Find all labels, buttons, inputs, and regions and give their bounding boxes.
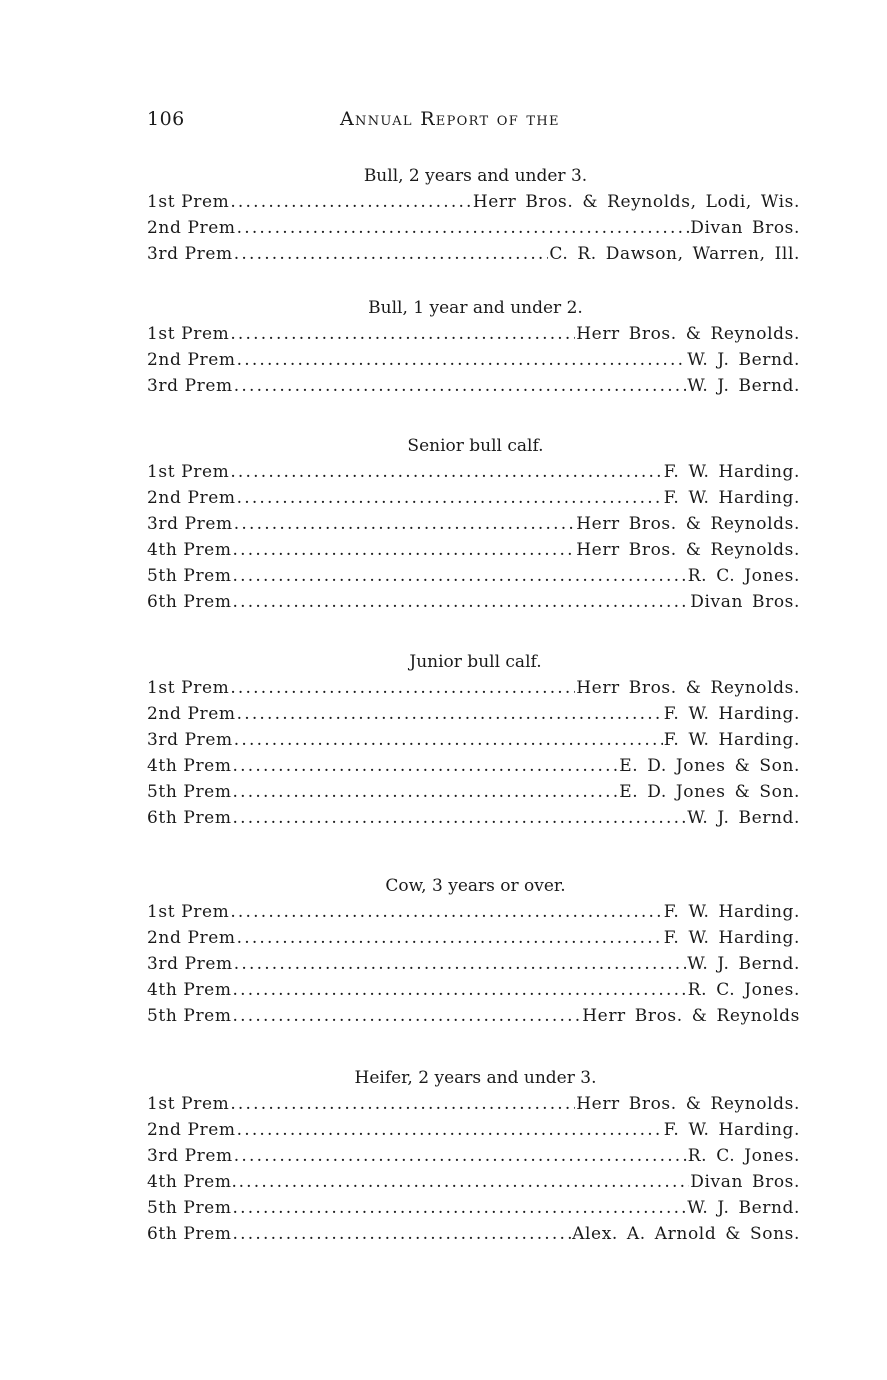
award-winner: Herr Bros. & Reynolds (582, 1006, 800, 1026)
section-title: Senior bull calf. (407, 436, 544, 456)
dot-leader (234, 951, 686, 977)
award-winner: R. C. Jones. (687, 980, 800, 1000)
award-place: 2nd Prem (147, 1120, 236, 1140)
dot-leader (233, 1003, 582, 1029)
dot-leader (234, 373, 686, 399)
award-entry (147, 1143, 800, 1169)
page-header (147, 108, 800, 138)
award-place: 6th Prem (147, 592, 232, 612)
award-winner: Herr Bros. & Reynolds. (576, 324, 800, 344)
award-place: 5th Prem (147, 1006, 232, 1026)
award-winner: F. W. Harding. (663, 928, 800, 948)
dot-leader (233, 1195, 687, 1221)
section-title: Cow, 3 years or over. (385, 876, 566, 896)
award-entry (147, 1091, 800, 1117)
award-entry (147, 1117, 800, 1143)
award-place: 4th Prem (147, 980, 232, 1000)
award-place: 2nd Prem (147, 704, 236, 724)
award-entry (147, 321, 800, 347)
section-title: Bull, 1 year and under 2. (368, 298, 583, 318)
award-section (147, 433, 800, 615)
section-title: Heifer, 2 years and under 3. (354, 1068, 597, 1088)
dot-leader (239, 1169, 690, 1195)
award-place: 1st Prem (147, 462, 230, 482)
award-winner: Divan Bros. (690, 592, 800, 612)
award-winner: F. W. Harding. (663, 488, 800, 508)
award-winner: W. J. Bernd. (687, 808, 800, 828)
dot-leader (237, 347, 687, 373)
award-place: 3rd Prem (147, 954, 233, 974)
award-winner: Divan Bros. (690, 218, 800, 238)
award-entry (147, 189, 800, 215)
award-place: 4th Prem (147, 756, 232, 776)
section-spacer (147, 615, 800, 649)
award-section (147, 295, 800, 399)
award-winner: F. W. Harding. (663, 1120, 800, 1140)
dot-leader (234, 727, 663, 753)
award-place: 5th Prem (147, 566, 232, 586)
award-place: 1st Prem (147, 324, 230, 344)
award-section (147, 873, 800, 1029)
dot-leader (237, 701, 663, 727)
award-winner: Herr Bros. & Reynolds. (576, 678, 800, 698)
award-place: 4th Prem. (147, 1172, 238, 1192)
award-entry (147, 1195, 800, 1221)
award-entry (147, 675, 800, 701)
award-entry (147, 899, 800, 925)
award-entry (147, 241, 800, 267)
award-entry (147, 1003, 800, 1029)
award-place: 1st Prem (147, 192, 230, 212)
section-title: Bull, 2 years and under 3. (363, 166, 588, 186)
award-place: 3rd Prem (147, 376, 233, 396)
dot-leader (233, 753, 619, 779)
award-winner: Herr Bros. & Reynolds. (576, 1094, 800, 1114)
award-place: 1st Prem (147, 1094, 230, 1114)
award-entry (147, 563, 800, 589)
award-entry (147, 215, 800, 241)
award-winner: F. W. Harding. (663, 902, 800, 922)
award-winner: Herr Bros. & Reynolds. (576, 514, 800, 534)
award-entry (147, 459, 800, 485)
award-place: 3rd Prem (147, 514, 233, 534)
award-winner: W. J. Bernd. (687, 376, 800, 396)
award-place: 3rd Prem (147, 1146, 233, 1166)
dot-leader (233, 589, 690, 615)
award-section (147, 649, 800, 831)
award-winner: Alex. A. Arnold & Sons. (572, 1224, 800, 1244)
award-winner: C. R. Dawson, Warren, Ill. (549, 244, 800, 264)
award-entry (147, 589, 800, 615)
award-entry (147, 977, 800, 1003)
dot-leader (233, 1221, 572, 1247)
premium-list (147, 163, 800, 1247)
dot-leader (230, 899, 662, 925)
award-place: 6th Prem (147, 808, 232, 828)
dot-leader (233, 537, 576, 563)
award-entry (147, 1169, 800, 1195)
award-winner: W. J. Bernd. (687, 1198, 800, 1218)
page-number: 106 (147, 108, 185, 130)
dot-leader (230, 459, 662, 485)
award-entry (147, 753, 800, 779)
section-spacer (147, 831, 800, 873)
running-head: Annual Report of the (340, 108, 560, 130)
award-entry (147, 727, 800, 753)
award-place: 1st Prem (147, 902, 230, 922)
award-winner: E. D. Jones & Son. (619, 756, 800, 776)
award-entry (147, 951, 800, 977)
dot-leader (233, 563, 687, 589)
dot-leader (230, 675, 575, 701)
dot-leader (237, 485, 663, 511)
award-winner: W. J. Bernd. (687, 350, 800, 370)
award-place: 2nd Prem (147, 488, 236, 508)
award-place: 5th Prem (147, 1198, 232, 1218)
dot-leader (234, 511, 575, 537)
dot-leader (234, 241, 549, 267)
award-place: 3rd Prem (147, 244, 233, 264)
award-winner: E. D. Jones & Son. (619, 782, 800, 802)
award-entry (147, 1221, 800, 1247)
award-winner: F. W. Harding. (663, 704, 800, 724)
award-entry (147, 925, 800, 951)
section-spacer (147, 399, 800, 433)
award-section (147, 163, 800, 267)
award-winner: R. C. Jones. (687, 1146, 800, 1166)
award-place: 4th Prem (147, 540, 232, 560)
award-entry (147, 373, 800, 399)
award-place: 2nd Prem (147, 928, 236, 948)
dot-leader (230, 321, 575, 347)
dot-leader (233, 779, 619, 805)
award-entry (147, 537, 800, 563)
section-spacer (147, 267, 800, 295)
section-spacer (147, 1029, 800, 1065)
award-winner: Herr Bros. & Reynolds. (576, 540, 800, 560)
award-winner: Divan Bros. (690, 1172, 800, 1192)
dot-leader (230, 1091, 575, 1117)
section-title: Junior bull calf. (409, 652, 542, 672)
dot-leader (237, 1117, 663, 1143)
award-place: 5th Prem (147, 782, 232, 802)
award-entry (147, 485, 800, 511)
dot-leader (230, 189, 472, 215)
award-section (147, 1065, 800, 1247)
award-winner: W. J. Bernd. (687, 954, 800, 974)
award-entry (147, 511, 800, 537)
award-entry (147, 701, 800, 727)
award-winner: F. W. Harding. (663, 730, 800, 750)
dot-leader (237, 925, 663, 951)
award-place: 1st Prem (147, 678, 230, 698)
award-entry (147, 805, 800, 831)
dot-leader (234, 1143, 687, 1169)
award-entry (147, 779, 800, 805)
dot-leader (233, 805, 687, 831)
award-entry (147, 347, 800, 373)
dot-leader (233, 977, 687, 1003)
award-winner: R. C. Jones. (687, 566, 800, 586)
award-place: 6th Prem (147, 1224, 232, 1244)
dot-leader (237, 215, 690, 241)
award-winner: Herr Bros. & Reynolds, Lodi, Wis. (472, 192, 800, 212)
award-place: 3rd Prem (147, 730, 233, 750)
award-winner: F. W. Harding. (663, 462, 800, 482)
award-place: 2nd Prem (147, 350, 236, 370)
award-place: 2nd Prem (147, 218, 236, 238)
